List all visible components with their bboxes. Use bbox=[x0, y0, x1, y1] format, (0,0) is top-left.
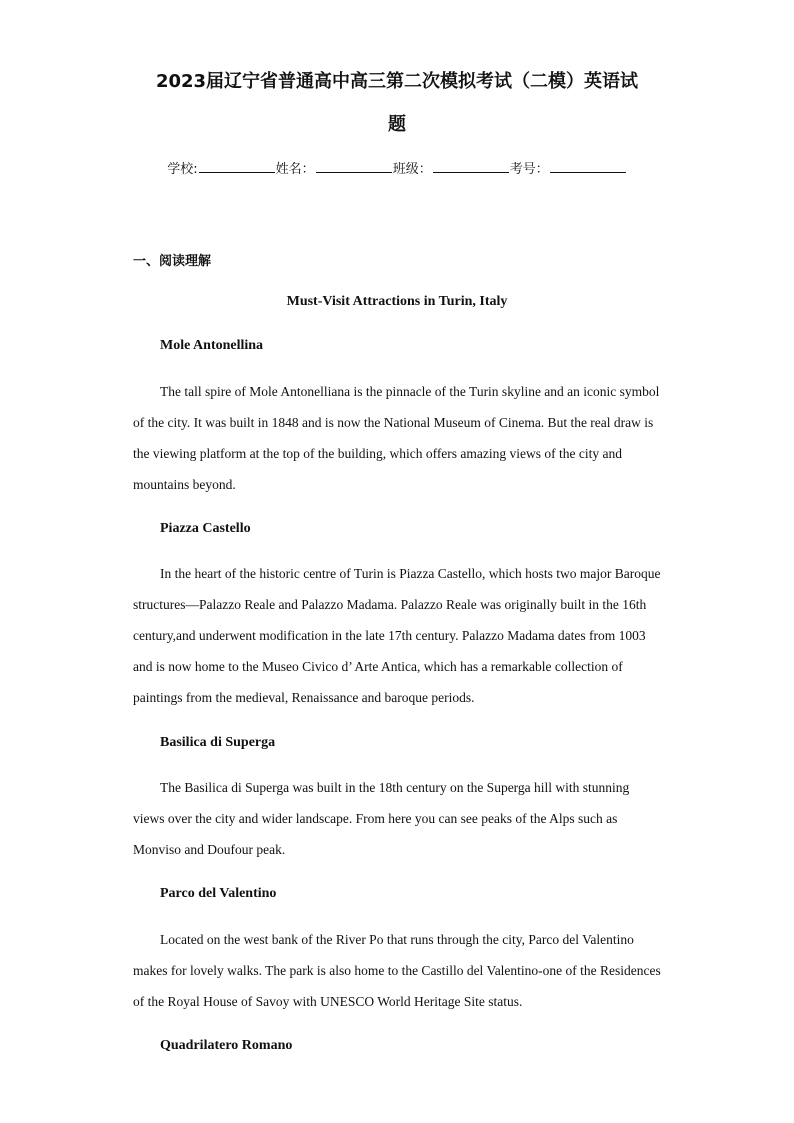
attraction-text: In the heart of the historic centre of Turin is Piazza Castello, which hosts two major Baroque structures—Palazzo Reale and Palazzo Madama. Palazzo Reale was originally built in the 16th century,and underwent modification in the late 17th century. Palazzo Madama dates from 1003 and is now home to the Museo Civico d’ Arte Antica, which has a remarkable collection of paintings from the medieval, Renaissance and baroque periods. bbox=[133, 566, 661, 705]
attraction-name: Parco del Valentino bbox=[160, 886, 277, 901]
article-title: Must-Visit Attractions in Turin, Italy bbox=[286, 294, 508, 309]
attraction-text: The Basilica di Superga was built in the 18th century on the Superga hill with stunning views over the city and wider landscape. From here you can see peaks of the Alps such as Monviso and Doufour peak. bbox=[133, 780, 630, 857]
attraction-text: Located on the west bank of the River Po that runs through the city, Parco del Valentino makes for lovely walks. The park is also home to the Castillo del Valentino-one of the Residences of the Royal House of Savoy with UNESCO World Heritage Site status. bbox=[133, 932, 661, 1009]
student-info-row bbox=[0, 158, 794, 180]
class-label: 班级： bbox=[392, 162, 432, 177]
attraction-text: The tall spire of Mole Antonelliana is the pinnacle of the Turin skyline and an iconic symbol of the city. It was built in 1848 and is now the National Museum of Cinema. But the real draw is the viewing platform at the top of the building, which offers amazing views of the city and mountains beyond. bbox=[133, 384, 660, 492]
exam-title-line-2: 题 bbox=[388, 114, 406, 135]
exam-title-line-1: 2023届辽宁省普通高中高三第二次模拟考试（二模）英语试 bbox=[155, 71, 639, 92]
attraction-name: Quadrilatero Romano bbox=[160, 1038, 293, 1053]
section-heading: 一、阅读理解 bbox=[133, 254, 212, 269]
name-blank bbox=[316, 158, 392, 173]
attraction-name: Basilica di Superga bbox=[160, 735, 276, 750]
id-blank bbox=[550, 158, 626, 173]
name-label: 姓名： bbox=[275, 162, 315, 177]
school-label: 学校: bbox=[167, 162, 198, 177]
id-label: 考号： bbox=[509, 162, 549, 177]
school-blank bbox=[199, 158, 275, 173]
class-blank bbox=[433, 158, 509, 173]
attraction-name: Piazza Castello bbox=[160, 521, 251, 536]
attraction-name: Mole Antonellina bbox=[160, 338, 264, 353]
